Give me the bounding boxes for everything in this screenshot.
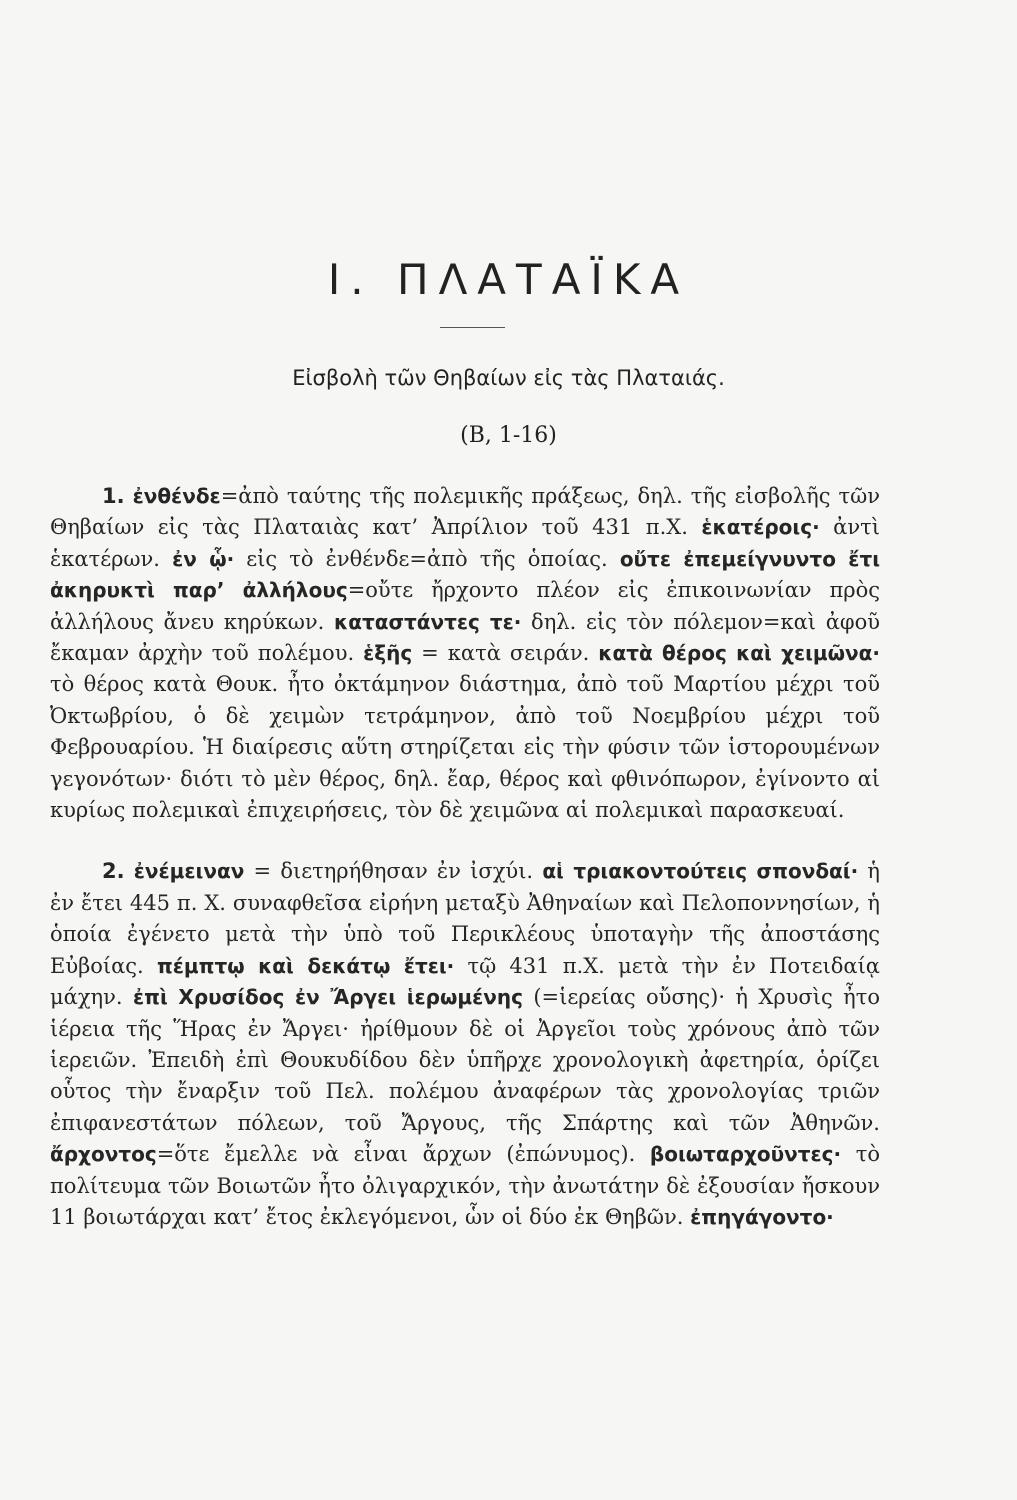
chapter-subtitle: Εἰσβολὴ τῶν Θηβαίων εἰς τὰς Πλαταιάς. xyxy=(292,366,725,390)
source-reference: (Β, 1-16) xyxy=(460,423,557,448)
lemma-term: καταστάντες τε· xyxy=(334,609,522,634)
lemma-term: ἑξῆς xyxy=(363,641,413,666)
gloss-text: ἀντὶ ἑκατέρων. xyxy=(50,515,880,571)
chapter-title: I. ΠΛΑΤΑΪΚΑ xyxy=(327,255,690,304)
lemma-term: ἄρχοντος xyxy=(50,1142,157,1167)
note-number: 1. xyxy=(102,484,125,508)
gloss-text: εἰς τὸ ἐνθένδε=ἀπὸ τῆς ὁποίας. xyxy=(234,546,620,571)
note-number: 2. xyxy=(102,859,125,884)
lemma-term: ἐπὶ Χρυσίδος ἐν Ἄργει ἱερωμένης xyxy=(132,985,523,1010)
commentary-body xyxy=(50,481,880,1233)
title-divider xyxy=(440,327,505,328)
lemma-term: ἑκατέροις· xyxy=(701,515,820,540)
gloss-text: τῷ 431 π.Χ. μετὰ τὴν ἐν Ποτειδαίᾳ μάχην. xyxy=(50,953,880,1010)
lemma-term: ἐν ᾧ· xyxy=(172,546,235,571)
lemma-term: ἐνέμειναν xyxy=(133,859,245,884)
lemma-term: βοιωταρχοῦντες· xyxy=(649,1142,842,1167)
lemma-term: κατὰ θέρος καὶ χειμῶνα· xyxy=(598,641,880,666)
note-paragraph xyxy=(50,856,880,1233)
gloss-text: =ὅτε ἔμελλε νὰ εἶναι ἄρχων (ἐπώνυμος). xyxy=(156,1142,650,1167)
gloss-text: δηλ. εἰς τὸν πόλεμον=καὶ ἀφοῦ ἔκαμαν ἀρχὴν τοῦ πολέμου. xyxy=(50,609,880,666)
note-paragraph xyxy=(50,481,880,826)
lemma-term: ἐνθένδε xyxy=(132,484,221,508)
gloss-text: =οὔτε ἤρχοντο πλέον εἰς ἐπικοινωνίαν πρὸς ἀλλήλους ἄνευ κηρύκων. xyxy=(50,578,880,634)
lemma-term: αἱ τριακοντούτεις σπονδαί· xyxy=(542,859,859,884)
gloss-text: τὸ θέρος κατὰ Θουκ. ἦτο ὀκτάμηνον διάστημα, ἀπὸ τοῦ Μαρτίου μέχρι τοῦ Ὀκτωβρίου, ὁ δὲ χειμὼν τετράμηνον, ἀπὸ τοῦ Νοεμβρίου μέχρι τοῦ Φεβρουαρίου. Ἡ διαίρεσις αὕτη στηρίζεται εἰς τὴν φύσιν τῶν ἱστορουμένων γεγονότων· διότι τὸ μὲν θέρος, δηλ. ἔαρ, θέρος καὶ φθινόπωρον, ἐγίνοντο αἱ κυρίως πολεμικαὶ ἐπιχειρήσεις, τὸν δὲ χειμῶνα αἱ πολεμικαὶ παρασκευαί. xyxy=(50,672,880,823)
lemma-term: ἐπηγάγοντο· xyxy=(690,1204,834,1229)
gloss-text: =ἀπὸ ταύτης τῆς πολεμικῆς πράξεως, δηλ. τῆς εἰσβολῆς τῶν Θηβαίων εἰς τὰς Πλαταιὰς κατ’ Ἀπρίλιον τοῦ 431 π.Χ. xyxy=(50,484,880,540)
lemma-term: πέμπτῳ καὶ δεκάτῳ ἔτει· xyxy=(156,953,455,978)
gloss-text: (=ἱερείας οὔσης)· ἡ Χρυσὶς ἦτο ἱέρεια τῆς Ἥρας ἐν Ἄργει· ἠρίθμουν δὲ οἱ Ἀργεῖοι τοὺς χρόνους ἀπὸ τῶν ἱερειῶν. Ἐπειδὴ ἐπὶ Θουκυδίδου δὲν ὑπῆρχε χρονολογικὴ ἀφετηρία, ὁρίζει οὗτος τὴν ἔναρξιν τοῦ Πελ. πολέμου ἀναφέρων τὰς χρονολογίας τριῶν ἐπιφανεστάτων πόλεων, τοῦ Ἄργους, τῆς Σπάρτης καὶ τῶν Ἀθηνῶν. xyxy=(50,985,880,1135)
gloss-text: τὸ πολίτευμα τῶν Βοιωτῶν ἦτο ὀλιγαρχικόν, τὴν ἀνωτάτην δὲ ἐξουσίαν ἤσκουν 11 βοιωτάρχαι κατ’ ἔτος ἐκλεγόμενοι, ὧν οἱ δύο ἐκ Θηβῶν. xyxy=(50,1142,880,1229)
gloss-text: = διετηρήθησαν ἐν ἰσχύι. xyxy=(244,859,543,884)
gloss-text: ἡ ἐν ἔτει 445 π. Χ. συναφθεῖσα εἰρήνη μεταξὺ Ἀθηναίων καὶ Πελοποννησίων, ἡ ὁποία ἐγένετο μετὰ τὴν ὑπὸ τοῦ Περικλέους ὑποταγὴν τῆς ἀποστάσης Εὐβοίας. xyxy=(50,859,880,978)
gloss-text: = κατὰ σειράν. xyxy=(412,641,599,666)
lemma-term: οὔτε ἐπεμείγνυντο ἔτι ἀκηρυκτὶ παρ’ ἀλλήλους xyxy=(50,546,880,603)
